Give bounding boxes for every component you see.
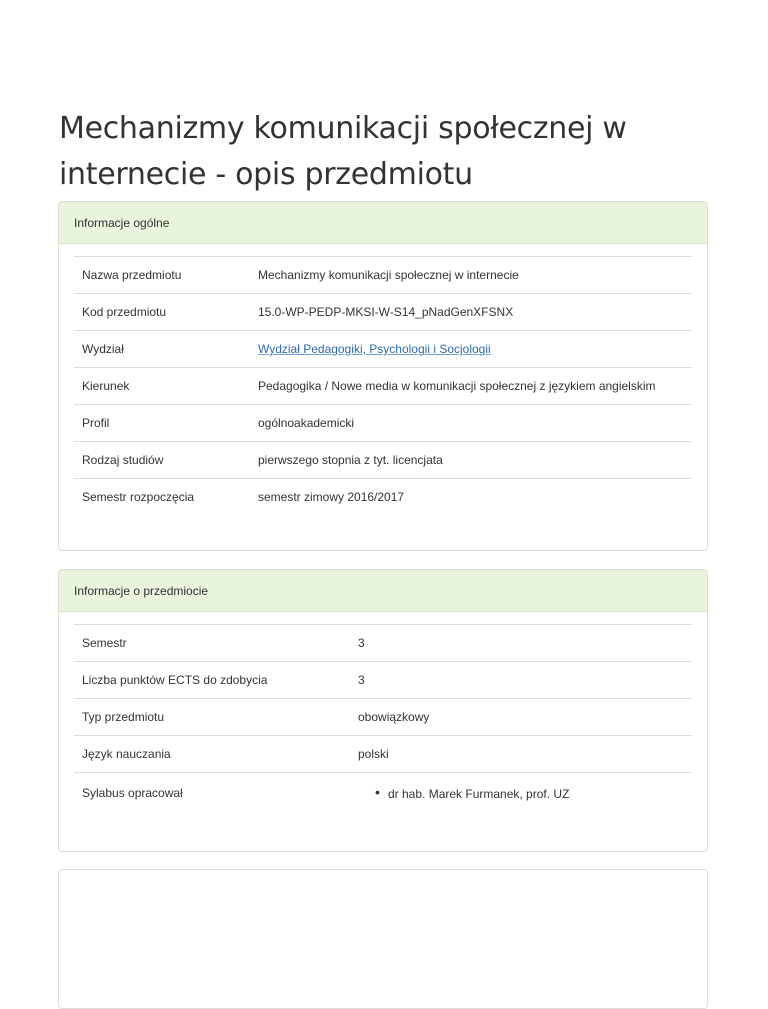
table-row bbox=[74, 699, 692, 736]
syllabus-author-list bbox=[358, 786, 692, 802]
row-value bbox=[250, 331, 692, 368]
row-value: polski bbox=[358, 747, 389, 761]
faculty-link[interactable]: Wydział Pedagogiki, Psychologii i Socjologii bbox=[258, 342, 491, 356]
table-row bbox=[74, 257, 692, 294]
row-value: pierwszego stopnia z tyt. licencjata bbox=[258, 453, 443, 467]
row-label: Rodzaj studiów bbox=[82, 453, 164, 467]
table-row bbox=[74, 662, 692, 699]
general-info-heading: Informacje ogólne bbox=[59, 202, 707, 244]
table-row bbox=[74, 405, 692, 442]
table-row bbox=[74, 331, 692, 368]
row-label: Kod przedmiotu bbox=[82, 305, 167, 319]
general-info-table bbox=[74, 256, 692, 515]
row-label: Typ przedmiotu bbox=[82, 710, 165, 724]
next-panel bbox=[58, 869, 708, 1009]
author-name: dr hab. Marek Furmanek, prof. UZ bbox=[388, 787, 570, 801]
row-label: Profil bbox=[82, 416, 110, 430]
table-row bbox=[74, 442, 692, 479]
general-info-panel bbox=[58, 201, 708, 551]
table-row bbox=[74, 294, 692, 331]
subject-info-heading: Informacje o przedmiocie bbox=[59, 570, 707, 612]
row-label: Sylabus opracował bbox=[82, 786, 183, 800]
row-value: semestr zimowy 2016/2017 bbox=[258, 490, 405, 504]
row-value: Mechanizmy komunikacji społecznej w internecie bbox=[258, 268, 519, 282]
row-label: Wydział bbox=[82, 342, 124, 356]
row-value: Pedagogika / Nowe media w komunikacji społecznej z językiem angielskim bbox=[258, 379, 656, 393]
row-label: Język nauczania bbox=[82, 747, 171, 761]
table-row bbox=[74, 368, 692, 405]
row-value: 3 bbox=[358, 673, 365, 687]
table-row bbox=[74, 479, 692, 516]
row-value: ogólnoakademicki bbox=[258, 416, 355, 430]
row-value: 3 bbox=[358, 636, 365, 650]
page-title: Mechanizmy komunikacji społecznej w internecie - opis przedmiotu bbox=[59, 111, 627, 192]
subject-info-panel bbox=[58, 569, 708, 852]
bullet-icon: • bbox=[375, 784, 380, 800]
subject-info-table bbox=[74, 624, 692, 826]
row-value: 15.0-WP-PEDP-MKSI-W-S14_pNadGenXFSNX bbox=[258, 305, 514, 319]
row-label: Kierunek bbox=[82, 379, 130, 393]
row-value: obowiązkowy bbox=[358, 710, 430, 724]
row-label: Semestr bbox=[82, 636, 127, 650]
table-row bbox=[74, 625, 692, 662]
table-row bbox=[74, 736, 692, 773]
list-item bbox=[375, 784, 692, 802]
table-row bbox=[74, 773, 692, 827]
row-label: Semestr rozpoczęcia bbox=[82, 490, 195, 504]
row-value bbox=[350, 773, 692, 827]
row-label: Liczba punktów ECTS do zdobycia bbox=[82, 673, 268, 687]
row-label: Nazwa przedmiotu bbox=[82, 268, 182, 282]
